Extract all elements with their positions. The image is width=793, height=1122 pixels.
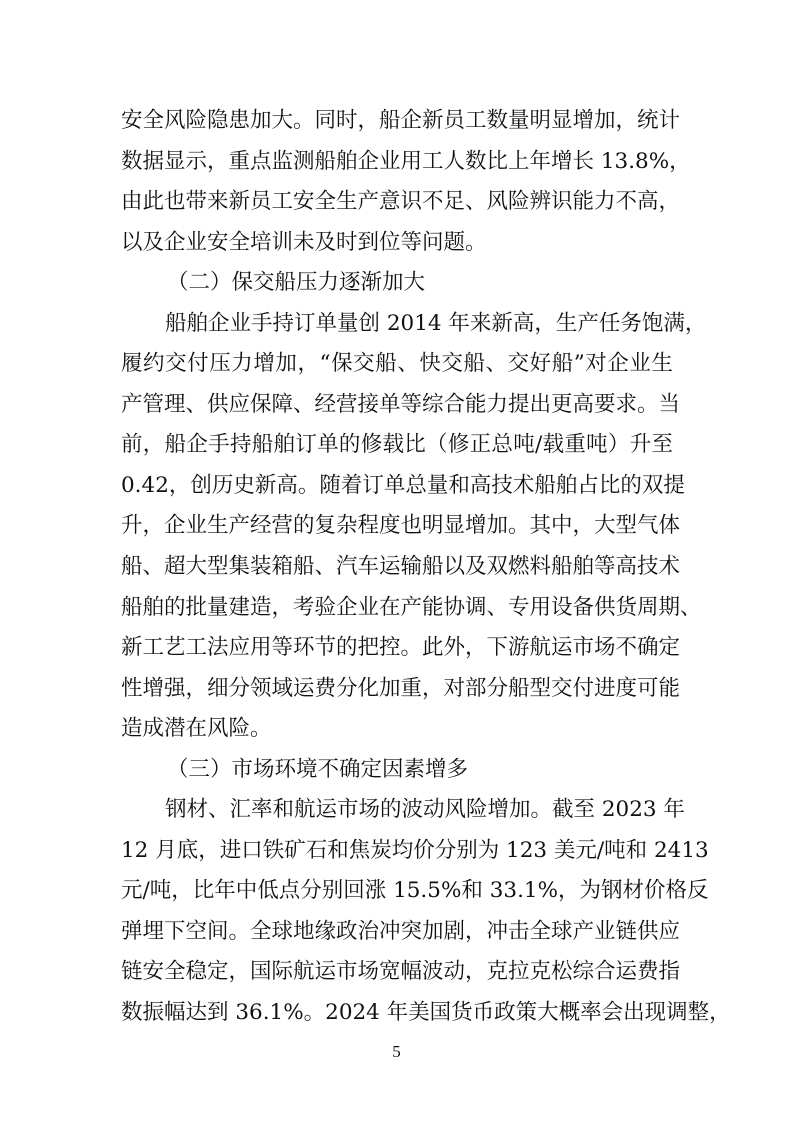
body-text-line: 造成潜在风险。 [121,716,272,741]
body-text-line: 前，船企手持船舶订单的修载比（修正总吨/载重吨）升至 [121,432,673,457]
body-text-line: 安全风险隐患加大。同时，船企新员工数量明显增加，统计 [121,108,681,133]
body-text-line: 数据显示，重点监测船舶企业用工人数比上年增长 13.8%， [121,149,691,174]
body-text-line: 数振幅达到 36.1%。2024 年美国货币政策大概率会出现调整， [121,1000,731,1025]
body-text-line: 钢材、汇率和航运市场的波动风险增加。截至 2023 年 [165,797,685,822]
body-text-line: 船舶企业手持订单量创 2014 年来新高，生产任务饱满， [165,311,707,336]
body-text-line: 升，企业生产经营的复杂程度也明显增加。其中，大型气体 [121,513,681,538]
body-text-line: 产管理、供应保障、经营接单等综合能力提出更高要求。当 [121,392,681,417]
body-text-line: 船舶的批量建造，考验企业在产能协调、专用设备供货周期、 [121,595,702,620]
body-text-line: 弹埋下空间。全球地缘政治冲突加剧，冲击全球产业链供应 [121,919,681,944]
body-text-line: 以及企业安全培训未及时到位等问题。 [121,230,487,255]
body-text-line: 元/吨，比年中低点分别回涨 15.5%和 33.1%，为钢材价格反 [121,878,709,903]
section-heading: （二）保交船压力逐渐加大 [167,270,426,295]
body-text-line: 链安全稳定，国际航运市场宽幅波动，克拉克松综合运费指 [121,959,681,984]
page-number: 5 [392,1042,401,1061]
body-text-line: 履约交付压力增加，“保交船、快交船、交好船”对企业生 [121,351,673,376]
body-text-line: 船、超大型集装箱船、汽车运输船以及双燃料船舶等高技术 [121,554,681,579]
body-text-line: 由此也带来新员工安全生产意识不足、风险辨识能力不高， [121,189,681,214]
section-heading: （三）市场环境不确定因素增多 [167,757,469,782]
body-text-line: 12 月底，进口铁矿石和焦炭均价分别为 123 美元/吨和 2413 [121,838,709,863]
body-text-line: 新工艺工法应用等环节的把控。此外，下游航运市场不确定 [121,635,681,660]
body-text-line: 0.42，创历史新高。随着订单总量和高技术船舶占比的双提 [121,473,685,498]
body-text-line: 性增强，细分领域运费分化加重，对部分船型交付进度可能 [121,676,681,701]
